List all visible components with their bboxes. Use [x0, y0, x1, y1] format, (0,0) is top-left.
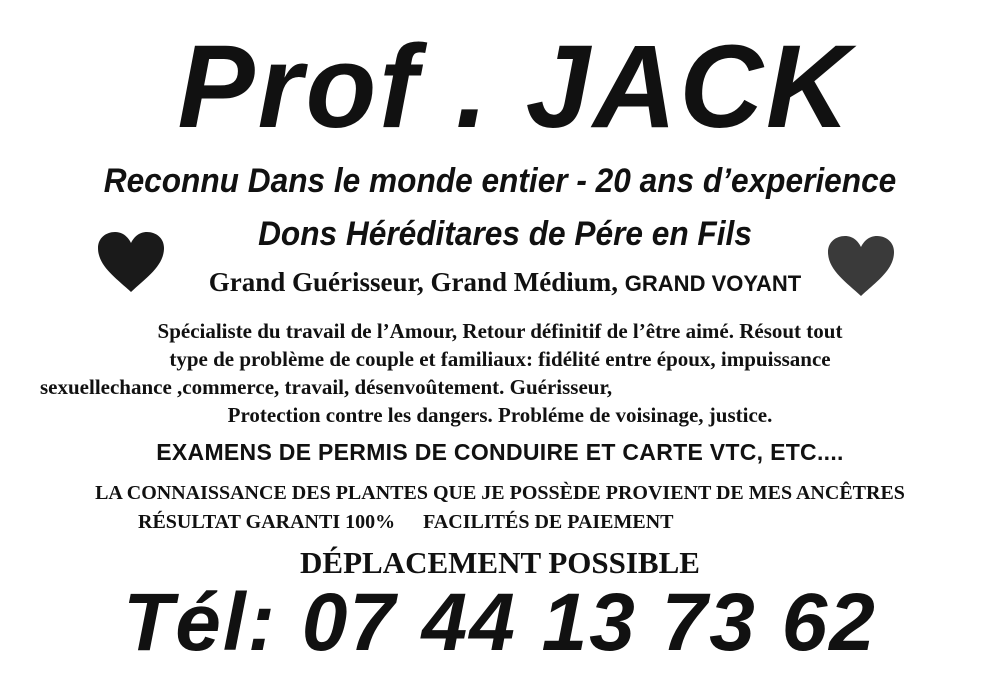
roles-main: Grand Guérisseur, Grand Médium, [208, 267, 619, 297]
travel-text: DÉPLACEMENT POSSIBLE [300, 545, 700, 580]
plants-line: LA CONNAISSANCE DES PLANTES QUE JE POSSÈDE PROVIENT DE MES ANCÊTRES [95, 482, 905, 504]
guarantee-text: RÉSULTAT GARANTI 100% [138, 511, 396, 533]
payment-text: FACILITÉS DE PAIEMENT [423, 511, 674, 533]
heart-icon [826, 234, 896, 298]
heart-icon [96, 230, 166, 294]
experience-tagline: Reconnu Dans le monde entier - 20 ans d’experience [103, 162, 897, 200]
phone-number: Tél: 07 44 13 73 62 [123, 577, 877, 668]
description-line: Spécialiste du travail de l’Amour, Retour définitif de l’être aimé. Résout tout [157, 319, 843, 343]
description-line: sexuellechance ,commerce, travail, désenvoûtement. Guérisseur, [40, 375, 613, 399]
roles-line [160, 265, 850, 301]
guarantee-line [138, 509, 674, 535]
card-title: Prof . JACK [177, 21, 853, 153]
hereditary-gifts: Dons Héréditares de Pére en Fils [258, 215, 752, 253]
description-line: type de problème de couple et familiaux: fidélité entre époux, impuissance [169, 347, 831, 371]
roles-voyant: GRAND VOYANT [624, 271, 802, 296]
description-line: Protection contre les dangers. Probléme de voisinage, justice. [227, 403, 773, 427]
exams-line: EXAMENS DE PERMIS DE CONDUIRE ET CARTE VTC, ETC.... [156, 439, 844, 465]
